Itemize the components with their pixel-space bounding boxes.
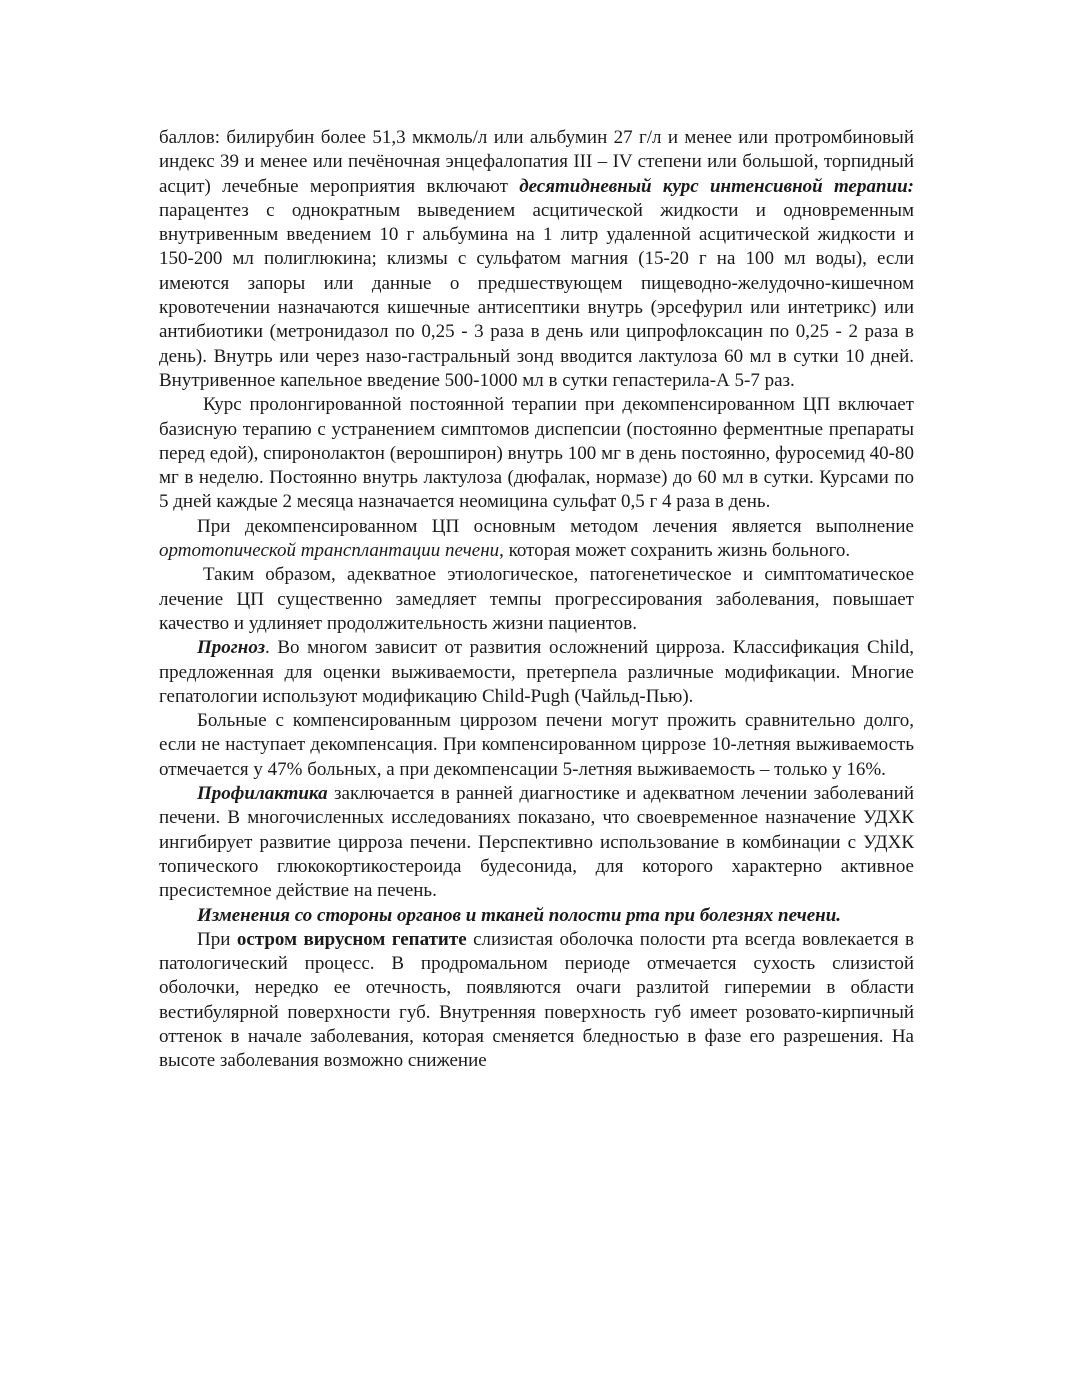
section-heading: Изменения со стороны органов и тканей полости рта при болезнях печени. — [197, 904, 842, 926]
paragraph-text: баллов: билирубин более 51,3 мкмоль/л или альбумин 27 г/л и менее или протромбиновый индекс 39 и менее или печёночная энцефалопатия III – IV степени или большой, торпидный асцит) лечебные мероприятия включают — [159, 127, 914, 197]
paragraph-text: заключается в ранней диагностике и адекватном лечении заболеваний печени. В многочисленных исследованиях показано, что своевременное назначение УДХК ингибирует развитие цирроза печени. Перспективно использование в комбинации с УДХК топического глюкокортикостероида будесонида, для которого характерно активное пресистемное действие на печень. — [159, 783, 914, 902]
paragraph-text: При декомпенсированном ЦП основным методом лечения является выполнение — [197, 515, 914, 537]
paragraph-intensive-therapy — [159, 126, 914, 393]
paragraph-prolonged-therapy — [159, 393, 914, 514]
term-prevention: Профилактика — [197, 783, 328, 805]
term-transplantation: ортотопической трансплантации печени — [159, 540, 500, 562]
paragraph-acute-hepatitis — [159, 928, 914, 1074]
paragraph-prognosis — [159, 636, 914, 709]
paragraph-text: слизистая оболочка полости рта всегда вовлекается в патологический процесс. В продромальном периоде отмечается сухость слизистой оболочки, нередко ее отечность, появляются очаги разлитой гиперемии в области вестибулярной поверхности губ. Внутренняя поверхность губ имеет розовато-кирпичный оттенок в начале заболевания, которая сменяется бледностью в фазе его разрешения. На высоте заболевания возможно снижение — [159, 928, 915, 1072]
document-page — [159, 126, 914, 1074]
paragraph-survival — [159, 709, 914, 782]
paragraph-text: Таким образом, адекватное этиологическое, патогенетическое и симптоматическое лечение ЦП существенно замедляет темпы прогрессирования заболевания, повышает качество и удлиняет продолжительность жизни пациентов. — [159, 564, 914, 634]
paragraph-transplantation — [159, 515, 914, 564]
paragraph-text: . Во многом зависит от развития осложнений цирроза. Классификация Child, предложенная для оценки выживаемости, претерпела различные модификации. Многие гепатологии используют модификацию Child-Pugh (Чайльд-Пью). — [159, 637, 914, 707]
paragraph-text: При — [197, 928, 237, 950]
paragraph-text: , которая может сохранить жизнь больного. — [499, 540, 851, 562]
paragraph-text: парацентез с однократным выведением асцитической жидкости и одновременным внутривенным введением 10 г альбумина на 1 литр удаленной асцитической жидкости и 150-200 мл полиглюкина; клизмы с сульфатом магния (15-20 г на 100 мл воды), если имеются запоры или данные о предшествующем пищеводно-желудочно-кишечном кровотечении назначаются кишечные антисептики внутрь (эрсефурил или интетрикс) или антибиотики (метронидазол по 0,25 - 3 раза в день или ципрофлоксацин по 0,25 - 2 раза в день). Внутрь или через назо-гастральный зонд вводится лактулоза 60 мл в сутки 10 дней. Внутривенное капельное введение 500-1000 мл в сутки гепастерила-А 5-7 раз. — [159, 199, 914, 391]
term-acute-hepatitis: остром вирусном гепатите — [236, 928, 467, 950]
paragraph-conclusion — [159, 563, 914, 636]
term-intensive-course: десятидневный курс интенсивной терапии: — [519, 175, 914, 197]
paragraph-prevention — [159, 782, 914, 903]
paragraph-text: Больные с компенсированным циррозом печени могут прожить сравнительно долго, если не наступает декомпенсация. При компенсированном циррозе 10-летняя выживаемость отмечается у 47% больных, а при декомпенсации 5-летняя выживаемость – только у 16%. — [159, 710, 914, 780]
term-prognosis: Прогноз — [197, 637, 266, 659]
paragraph-text: Курс пролонгированной постоянной терапии при декомпенсированном ЦП включает базисную терапию с устранением симптомов диспепсии (постоянно ферментные препараты перед едой), спиронолактон (верошпирон) внутрь 100 мг в день постоянно, фуросемид 40-80 мг в неделю. Постоянно внутрь лактулоза (дюфалак, нормазе) до 60 мл в сутки. Курсами по 5 дней каждые 2 месяца назначается неомицина сульфат 0,5 г 4 раза в день. — [159, 394, 914, 513]
